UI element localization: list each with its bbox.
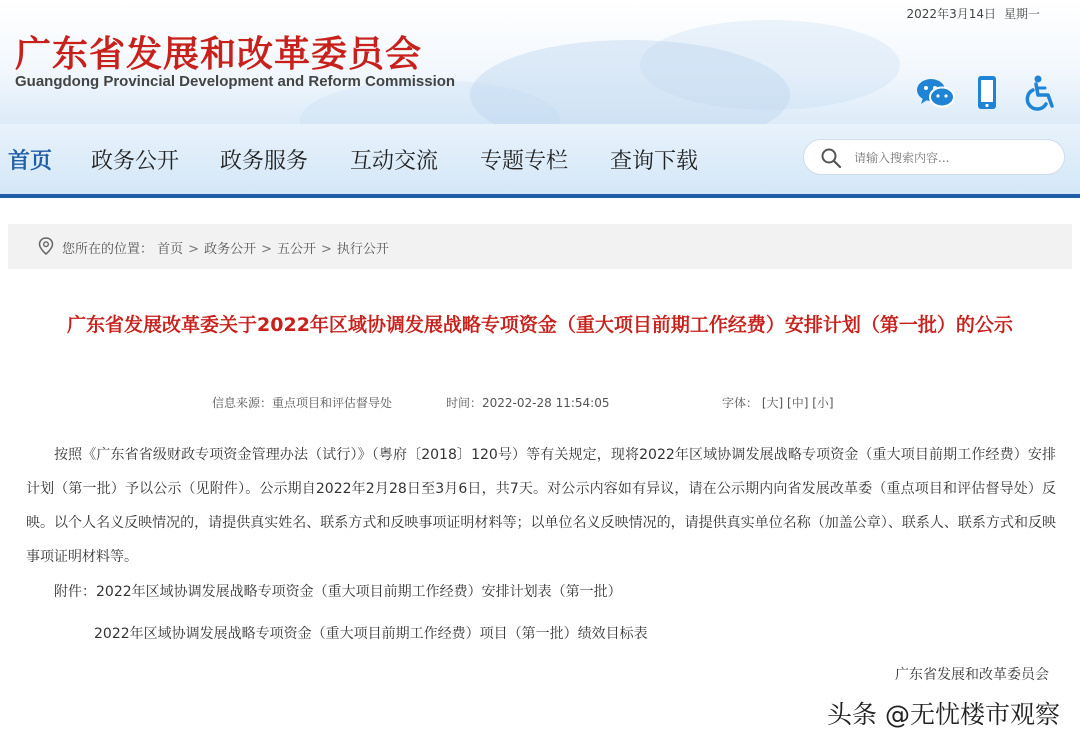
time-label: 时间： xyxy=(446,396,483,410)
nav-item-government-services[interactable]: 政务服务 xyxy=(220,149,309,174)
nav-item-special-topics[interactable]: 专题专栏 xyxy=(480,149,569,174)
attachment-1 xyxy=(54,581,622,601)
source-value: 重点项目和评估督导处 xyxy=(272,396,393,410)
breadcrumb-execution-openness[interactable]: 执行公开 xyxy=(336,242,389,257)
date-display xyxy=(899,5,1040,22)
article-body: 按照《广东省省级财政专项资金管理办法（试行）》（粤府〔2018〕120号）等有关规定，现将2022年区域协调发展战略专项资金（重大项目前期工作经费）安排计划（第一批）予以公示（见附件）。公示期自2022年2月28日至3月6日，共7天。对公示内容如有异议，请在公示期内向省发展改革委（重点项目和评估督导处）反映。以个人名义反映情况的，请提供真实姓名、联系方式和反映事项证明材料等；以单位名义反映情况的，请提供真实单位名称（加盖公章）、联系人、联系方式和反映事项证明材料等。 xyxy=(26,447,1056,565)
article-signature: 广东省发展和改革委员会 xyxy=(895,667,1049,683)
breadcrumb-five-openness[interactable]: 五公开 xyxy=(277,242,317,257)
article-source xyxy=(212,394,392,411)
watermark: 头条 @无忧楼市观察 xyxy=(827,700,1060,729)
font-size-small[interactable]: [小] xyxy=(812,396,834,410)
breadcrumb-home[interactable]: 首页 xyxy=(157,242,184,257)
nav-item-government-affairs[interactable]: 政务公开 xyxy=(91,149,180,174)
search-box[interactable] xyxy=(803,139,1065,175)
current-date: 2022年3月14日 xyxy=(906,7,996,21)
breadcrumb-government-affairs[interactable]: 政务公开 xyxy=(204,242,257,257)
nav-item-interaction[interactable]: 互动交流 xyxy=(350,149,439,174)
attachment-link[interactable]: 2022年区域协调发展战略专项资金（重大项目前期工作经费）安排计划表（第一批） xyxy=(96,584,622,600)
breadcrumb xyxy=(8,224,1072,269)
breadcrumb-prefix: 您所在的位置： xyxy=(62,242,154,257)
accessibility-icon[interactable] xyxy=(1022,73,1062,113)
font-size-medium[interactable]: [中] xyxy=(787,396,809,410)
font-size-large[interactable]: [大] xyxy=(761,396,784,410)
time-value: 2022-02-28 11:54:05 xyxy=(482,396,610,410)
site-subtitle: Guangdong Provincial Development and Reform Commission xyxy=(15,73,456,90)
font-size-label: 字体： xyxy=(722,396,759,410)
header-cloud-decoration xyxy=(640,20,900,110)
attachment-label: 附件： xyxy=(54,584,96,600)
source-label: 信息来源： xyxy=(212,396,273,410)
location-pin-icon xyxy=(38,237,54,255)
font-size-switcher xyxy=(722,394,834,411)
attachment-2 xyxy=(94,623,648,643)
breadcrumb-separator: > xyxy=(261,242,272,257)
site-header xyxy=(0,0,1080,124)
site-title[interactable]: 广东省发展和改革委员会 xyxy=(15,33,423,75)
search-icon[interactable] xyxy=(820,147,842,169)
nav-item-query-download[interactable]: 查询下载 xyxy=(610,149,699,174)
article-title: 广东省发展改革委关于2022年区域协调发展战略专项资金（重大项目前期工作经费）安排计划（第一批）的公示 xyxy=(67,314,1013,336)
article-time xyxy=(446,394,609,411)
nav-item-home[interactable]: 首页 xyxy=(8,149,53,174)
breadcrumb-separator: > xyxy=(321,242,332,257)
main-navigation xyxy=(0,124,1080,198)
current-weekday: 星期一 xyxy=(1003,7,1040,21)
breadcrumb-separator: > xyxy=(188,242,200,257)
mobile-icon[interactable] xyxy=(967,73,1007,113)
search-input[interactable] xyxy=(852,146,1056,170)
attachment-link[interactable]: 2022年区域协调发展战略专项资金（重大项目前期工作经费）项目（第一批）绩效目标表 xyxy=(94,626,648,642)
wechat-icon[interactable] xyxy=(915,73,955,113)
